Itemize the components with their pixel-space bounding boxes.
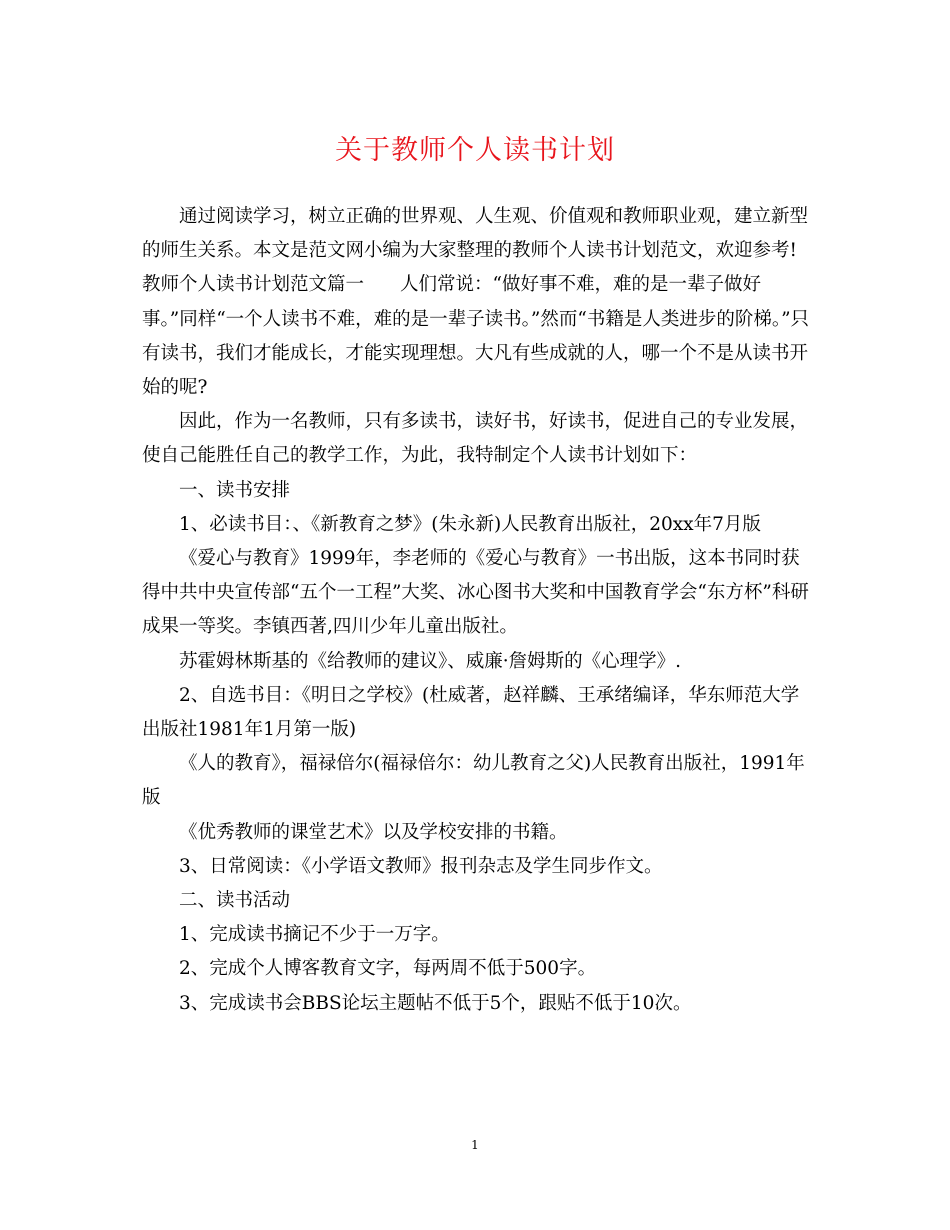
paragraph-text: 人们常说：“做好事不难，难的是一辈子做好事。”同样“一个人读书不难，难的是一辈子读书。”然而“书籍是人类进步的阶梯。”只有读书，我们才能成长，才能实现理想。大凡有些成就的人，哪一个不是从读书开始的呢?	[142, 274, 810, 399]
paragraph: 3、日常阅读：《小学语文教师》报刊杂志及学生同步作文。	[179, 855, 663, 877]
document-body	[142, 200, 810, 1021]
paragraph	[142, 268, 810, 405]
paragraph: 1、必读书目：、《新教育之梦》(朱永新)人民教育出版社，20xx年7月版	[179, 513, 761, 535]
paragraph: 《爱心与教育》1999年，李老师的《爱心与教育》一书出版，这本书同时获得中共中央宣传部“五个一工程”大奖、冰心图书大奖和中国教育学会“东方杯”科研成果一等奖。李镇西著,四川少年儿童出版社。	[142, 548, 809, 638]
paragraph: 《优秀教师的课堂艺术》以及学校安排的书籍。	[179, 821, 568, 843]
page-number: 1	[471, 1138, 479, 1152]
section-heading: 教师个人读书计划范文篇一	[142, 274, 365, 296]
paragraph: 通过阅读学习，树立正确的世界观、人生观、价值观和教师职业观，建立新型的师生关系。本文是范文网小编为大家整理的教师个人读书计划范文，欢迎参考!	[142, 206, 809, 262]
paragraph: 2、完成个人博客教育文字，每两周不低于500字。	[179, 958, 597, 980]
paragraph: 因此，作为一名教师，只有多读书，读好书，好读书，促进自己的专业发展，使自己能胜任自己的教学工作，为此，我特制定个人读书计划如下：	[142, 411, 809, 467]
paragraph: 《人的教育》，福禄倍尔(福禄倍尔：幼儿教育之父)人民教育出版社，1991年版	[142, 753, 805, 809]
paragraph: 3、完成读书会BBS论坛主题帖不低于5个，跟贴不低于10次。	[179, 992, 692, 1014]
paragraph: 2、自选书目：《明日之学校》(杜威著，赵祥麟、王承绪编译，华东师范大学出版社1981年1月第一版)	[142, 684, 800, 741]
document-title: 关于教师个人读书计划	[335, 135, 615, 166]
section-heading: 一、读书安排	[179, 479, 291, 501]
paragraph: 苏霍姆林斯基的《给教师的建议》、威廉·詹姆斯的《心理学》.	[179, 650, 682, 672]
section-heading: 二、读书活动	[179, 890, 291, 912]
paragraph: 1、完成读书摘记不少于一万字。	[179, 924, 450, 946]
